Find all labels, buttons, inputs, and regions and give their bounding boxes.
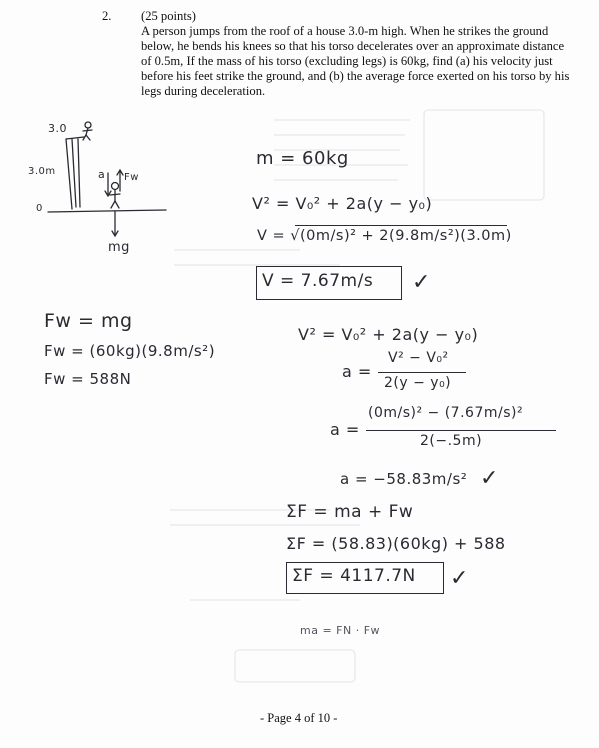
problem-number: 2.	[102, 9, 112, 23]
a-result: a = −58.83m/s²	[340, 470, 468, 488]
a-calc-num: (0m/s)² − (7.67m/s)²	[368, 405, 524, 421]
mass-line: m = 60kg	[256, 148, 349, 169]
free-body-sketch	[28, 115, 168, 265]
problem-text: A person jumps from the roof of a house 3.0-m high. When he strikes the ground below, he bends his knees so that his torso decelerates over an approximate distance of 0.5m, If the mass of his torso (excluding legs) is 60kg, find (a) his velocity just before his feet strike the ground, and (b) the average force exerted on his torso by his legs during deceleration.	[141, 24, 570, 98]
a-def-num: V² − V₀²	[388, 350, 449, 366]
sketch-a-label: a	[98, 168, 106, 181]
fw-eq-3: Fw = 588N	[44, 370, 132, 388]
sketch-top-label: 3.0	[48, 122, 67, 135]
check-mark-v: ✓	[412, 270, 431, 295]
sketch-fw-label: Fw	[124, 172, 139, 183]
sum-force-eq-2: ΣF = (58.83)(60kg) + 588	[286, 534, 506, 553]
fw-eq-2: Fw = (60kg)(9.8m/s²)	[44, 342, 216, 360]
answer-f: ΣF = 4117.7N	[292, 566, 416, 586]
a-def-fraction-bar	[378, 372, 466, 373]
kinematics-eq-1: V² = V₀² + 2a(y − y₀)	[252, 194, 433, 213]
sqrt-bar	[295, 225, 507, 226]
kinematics-eq-2: V = √(0m/s)² + 2(9.8m/s²)(3.0m)	[257, 228, 512, 244]
a-def-lhs: a =	[342, 362, 372, 381]
page-footer: - Page 4 of 10 -	[260, 711, 338, 725]
a-calc-fraction-bar	[366, 430, 556, 431]
sketch-ground-label: 0	[36, 203, 43, 214]
a-calc-lhs: a =	[330, 420, 360, 439]
check-mark-a: ✓	[480, 466, 499, 491]
answer-v: V = 7.67m/s	[262, 271, 374, 291]
a-calc-den: 2(−.5m)	[420, 433, 483, 449]
last-line: ma = FN · Fw	[300, 624, 381, 637]
a-def-den: 2(y − y₀)	[384, 375, 452, 391]
check-mark-f: ✓	[450, 566, 469, 591]
kinematics-eq-3: V² = V₀² + 2a(y − y₀)	[298, 325, 479, 344]
sum-force-eq-1: ΣF = ma + Fw	[286, 502, 414, 522]
sketch-height-label: 3.0m	[28, 166, 56, 177]
fw-eq-1: Fw = mg	[44, 310, 133, 332]
problem-points: (25 points)	[141, 9, 196, 23]
sketch-mg-label: mg	[108, 240, 130, 255]
